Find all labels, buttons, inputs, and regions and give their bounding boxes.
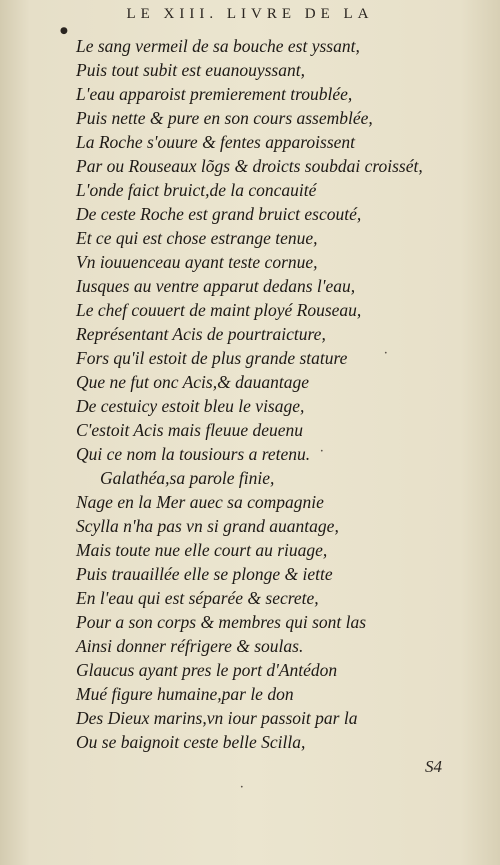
gathering-signature: S4 bbox=[425, 757, 442, 776]
verse-line: De cestuicy estoit bleu le visage, bbox=[76, 396, 305, 416]
verse-line: Galathéa,sa parole finie, bbox=[100, 468, 275, 488]
verse-line: De ceste Roche est grand bruict escouté, bbox=[76, 204, 362, 224]
verse-line: Et ce qui est chose estrange tenue, bbox=[76, 228, 318, 248]
verse-line: Pour a son corps & membres qui sont las bbox=[76, 612, 367, 632]
verse-line: L'eau apparoist premierement troublée, bbox=[76, 84, 353, 104]
running-head: LE XIII. LIVRE DE LA bbox=[126, 6, 374, 22]
verse-line: Qui ce nom la tousiours a retenu. bbox=[76, 444, 311, 464]
verse-line: Mué figure humaine,par le don bbox=[76, 684, 294, 704]
verse-line: Ainsi donner réfrigere & soulas. bbox=[76, 636, 304, 656]
verse-line: Vn iouuenceau ayant teste cornue, bbox=[76, 252, 318, 272]
ink-speck: • bbox=[320, 448, 324, 455]
verse-line: Mais toute nue elle court au riuage, bbox=[76, 540, 328, 560]
verse-line: Représentant Acis de pourtraicture, bbox=[76, 324, 326, 344]
verse-line: Par ou Rouseaux lõgs & droicts soubdai croissét, bbox=[76, 156, 423, 176]
verse-line: Puis nette & pure en son cours assemblée, bbox=[76, 108, 373, 128]
verse-line: La Roche s'ouure & fentes apparoissent bbox=[76, 132, 356, 152]
verse-line: Fors qu'il estoit de plus grande stature bbox=[76, 348, 348, 368]
verse-line: L'onde faict bruict,de la concauité bbox=[76, 180, 317, 200]
verse-line: Glaucus ayant pres le port d'Antédon bbox=[76, 660, 338, 680]
verse-line: C'estoit Acis mais fleuue deuenu bbox=[76, 420, 303, 440]
verse-line: Nage en la Mer auec sa compagnie bbox=[76, 492, 324, 512]
verse-line: Des Dieux marins,vn iour passoit par la bbox=[76, 708, 358, 728]
ink-speck: • bbox=[384, 350, 388, 357]
ink-speck: • bbox=[240, 784, 244, 791]
verse-line: Que ne fut onc Acis,& dauantage bbox=[76, 372, 309, 392]
verse-line: Puis trauaillée elle se plonge & iette bbox=[76, 564, 333, 584]
verse-line: En l'eau qui est séparée & secrete, bbox=[76, 588, 319, 608]
verse-line: Le sang vermeil de sa bouche est yssant, bbox=[76, 36, 360, 56]
verse-line: Puis tout subit est euanouyssant, bbox=[76, 60, 305, 80]
verse-line: Iusques au ventre apparut dedans l'eau, bbox=[76, 276, 356, 296]
verse-line: Ou se baignoit ceste belle Scilla, bbox=[76, 732, 306, 752]
verse-line: Le chef couuert de maint ployé Rouseau, bbox=[76, 300, 362, 320]
verse-line: Scylla n'ha pas vn si grand auantage, bbox=[76, 516, 339, 536]
ornament-dot: ● bbox=[60, 26, 68, 36]
